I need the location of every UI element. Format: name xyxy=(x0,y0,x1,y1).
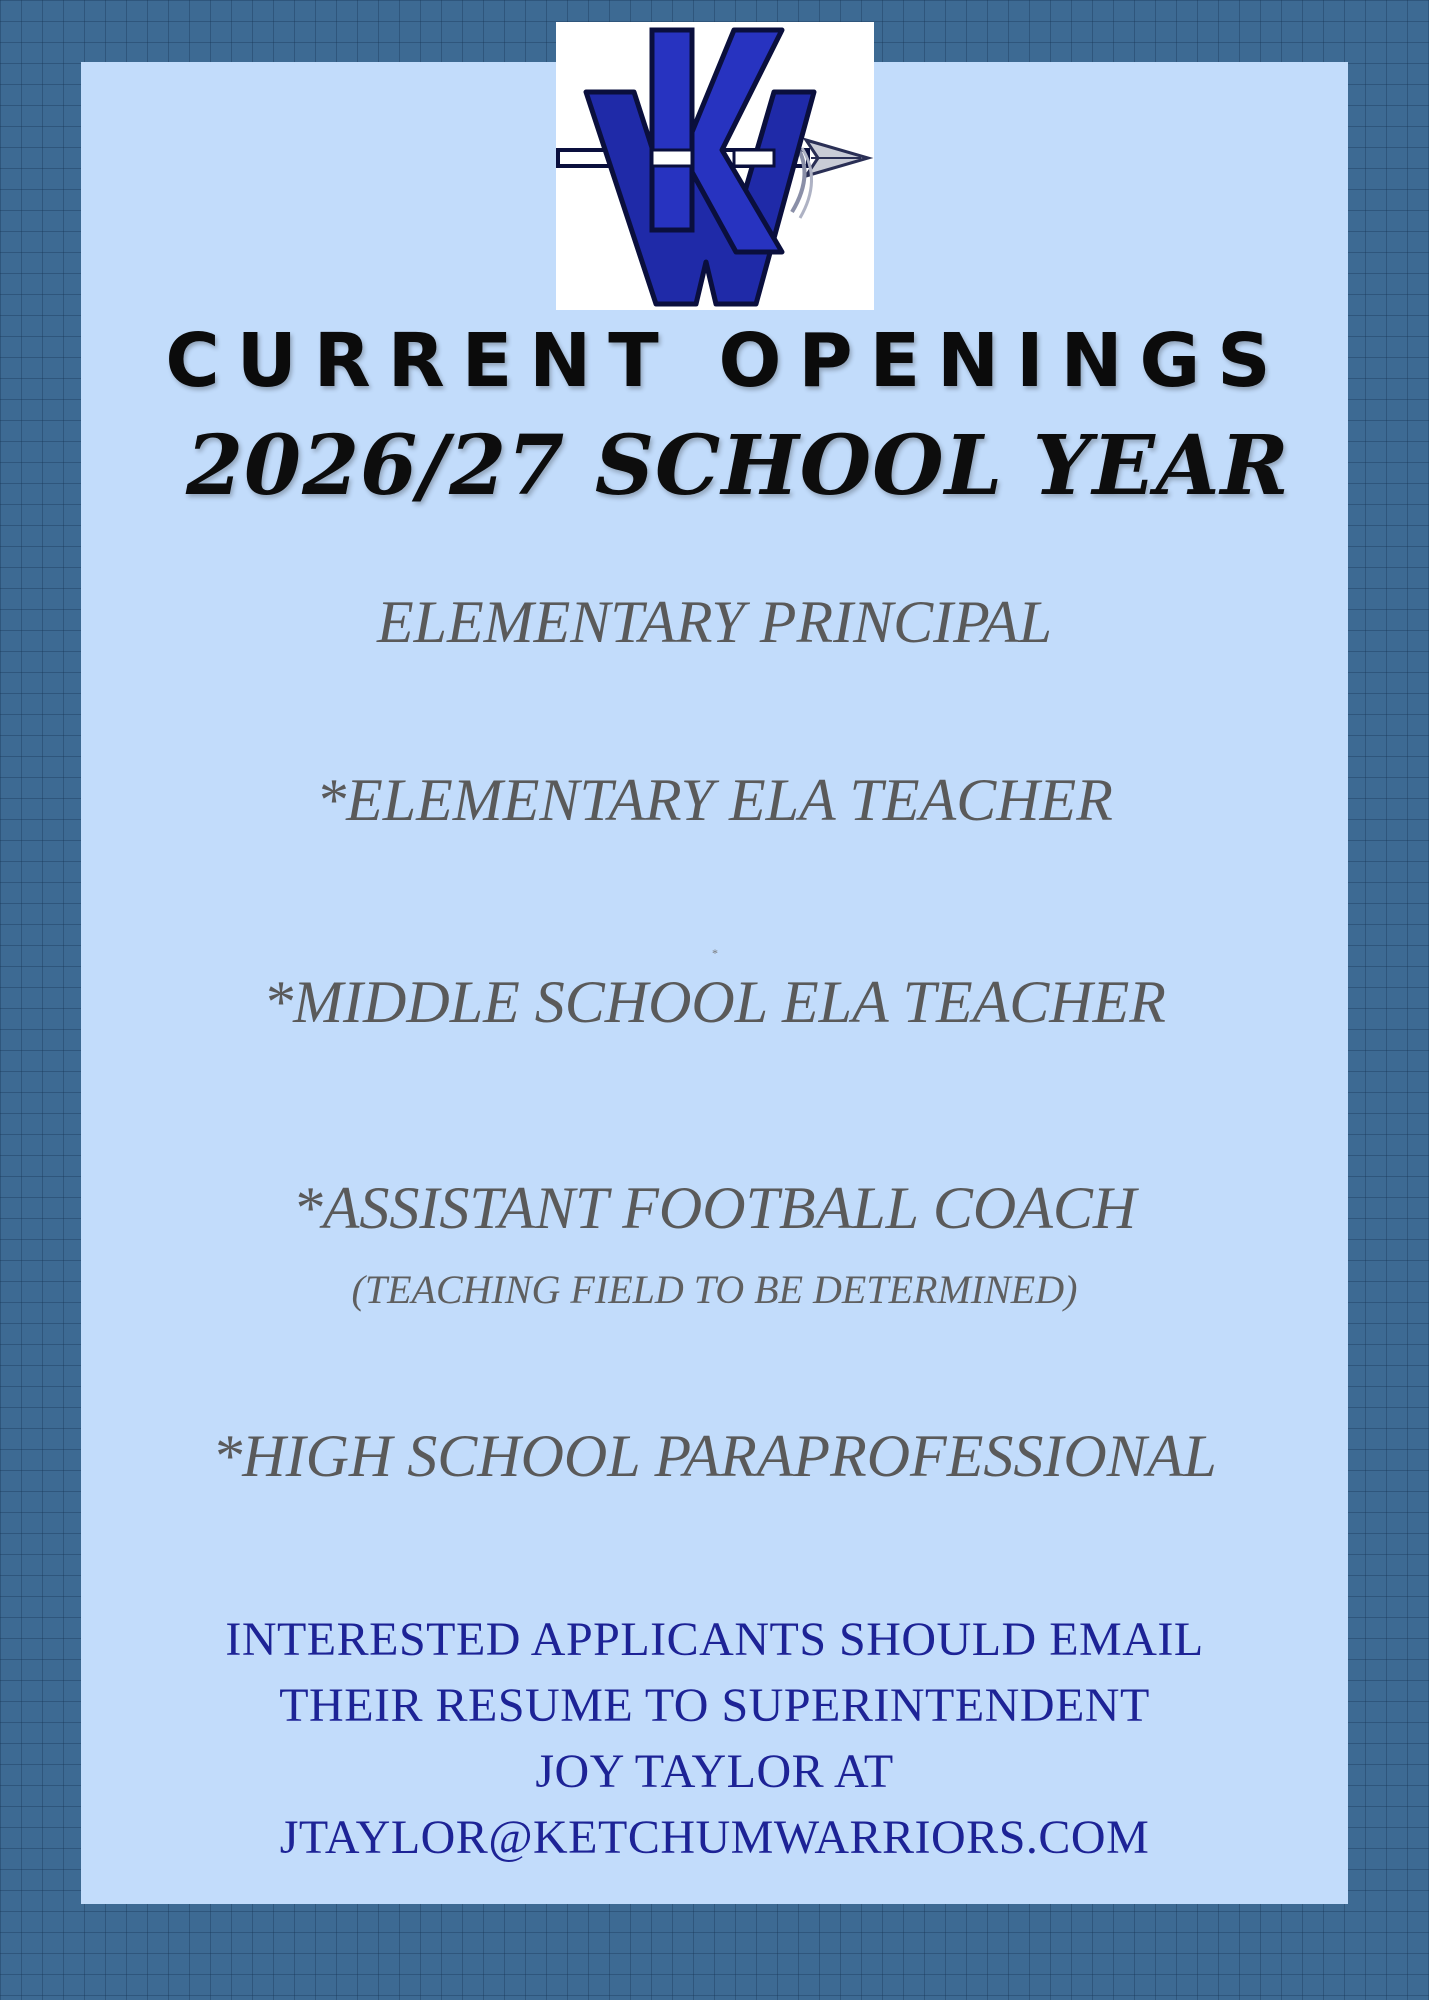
contact-line: INTERESTED APPLICANTS SHOULD EMAIL xyxy=(225,1613,1204,1666)
opening-note: (TEACHING FIELD TO BE DETERMINED) xyxy=(351,1267,1078,1312)
school-logo xyxy=(556,22,874,310)
opening-high-school-paraprofessional: *HIGH SCHOOL PARAPROFESSIONAL xyxy=(212,1423,1217,1489)
opening-middle-school-ela-teacher: *MIDDLE SCHOOL ELA TEACHER xyxy=(263,969,1166,1035)
page-title: CURRENT OPENINGS xyxy=(165,318,1288,404)
contact-line: THEIR RESUME TO SUPERINTENDENT xyxy=(279,1679,1150,1732)
school-year-subtitle: 2026/27 SCHOOL YEAR xyxy=(186,418,1290,514)
stray-asterisk: * xyxy=(712,946,718,960)
contact-email: JTAYLOR@KETCHUMWARRIORS.COM xyxy=(279,1811,1150,1864)
opening-assistant-football-coach: *ASSISTANT FOOTBALL COACH xyxy=(292,1175,1137,1241)
opening-elementary-ela-teacher: *ELEMENTARY ELA TEACHER xyxy=(316,767,1113,833)
kw-arrow-logo-icon xyxy=(556,22,874,310)
opening-elementary-principal: ELEMENTARY PRINCIPAL xyxy=(376,589,1053,655)
contact-line: JOY TAYLOR AT xyxy=(535,1745,894,1798)
